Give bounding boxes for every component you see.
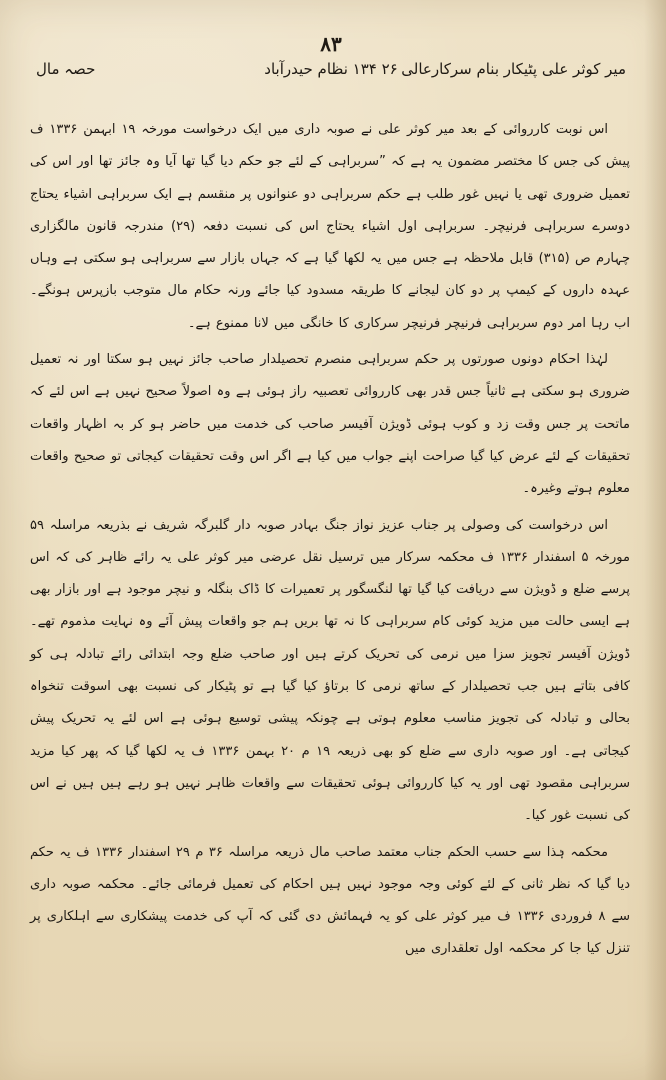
paragraph: اس نوبت کارروائی کے بعد میر کوثر علی نے صوبہ داری میں ایک درخواست مورخہ ۱۹ ابہمن ۱۳۳۶ ف پیش کی جس کا مختصر مضمون یہ ہے کہ ”سربراہی کے لئے جو حکم دیا گیا تھا آیا وہ جائز تھا اور اس کی تعمیل ضروری تھی یا نہیں غور طلب ہے حکم سربراہی دو عنوانوں پر منقسم ہے ایک سربراہی اشیاء یحتاج دوسرے سربراہی فرنیچر۔ سربراہی اول اشیاء یحتاج اس کی نسبت دفعہ (۲۹) مندرجہ قانون مالگزاری چہارم ص (۳۱۵) قابل ملاحظہ ہے جس میں یہ لکھا گیا ہے کہ جہاں بازار سے سربراہی ہو سکتی ہے وہاں عہدہ داروں کے کیمپ پر دو کان لیجانے کا طریقہ مسدود کیا جائے ورنہ حکام مال متوجب بازپرس ہونگے۔ اب رہا امر دوم سربراہی فرنیچر فرنیچر سرکاری کا خانگی میں لانا ممنوع ہے۔ xyxy=(30,122,630,331)
paragraph: لہٰذا احکام دونوں صورتوں پر حکم سربراہی منصرم تحصیلدار صاحب جائز نہیں ہو سکتا اور نہ تعمیل ضروری ہو سکتی ہے ثانیاً جس قدر بھی کارروائی تعصبیہ راز ہوئی ہے وہ اصولاً صحیح نہیں ہے اس لئے کہ ماتحت پر جس وقت زد و کوب ہوئی ڈویژن آفیسر صاحب کی خدمت میں حاضر ہو کر بہ اظہار واقعات تحقیقات کے لئے عرض کیا گیا صراحت اپنے جواب میں کیا ہے اگر اس وقت تحقیقات کیجاتی تو صحیح واقعات معلوم ہوتے وغیرہ۔ xyxy=(30,352,630,497)
paragraph: اس درخواست کی وصولی پر جناب عزیز نواز جنگ بہادر صوبہ دار گلبرگہ شریف نے بذریعہ مراسلہ ۵۹ مورخہ ۵ اسفندار ۱۳۳۶ ف محکمہ سرکار میں ترسیل نقل عرضی میر کوثر علی یہ رائے ظاہر کی کہ اس پرسے ضلع و ڈویژن سے دریافت کیا گیا تھا لنگسگور پر تعمیرات کا ڈاک بنگلہ و نیچر موجود ہے اور بازار بھی ہے ایسی حالت میں مزید کوئی کام سربراہی کا نہ تھا بریں ہم جو واقعات پیش آئے وہ نہایت مذموم تھے۔ ڈویژن آفیسر تجویز سزا میں نرمی کی تحریک کرتے ہیں اور صاحب ضلع وجہ ابتدائی رائے تبادلہ ہی کو کافی بتاتے ہیں جب تحصیلدار کے ساتھ نرمی کا برتاؤ کیا گیا ہے تو پٹیکار کی نسبت بھی اسوقت تنخواہ بحالی و تبادلہ کی تجویز مناسب معلوم ہوتی ہے چونکہ پیشی توسیع ہوئی ہے اس لئے یہ تحریک پیش کیجاتی ہے۔ اور صوبہ داری سے ضلع کو بھی ذریعہ ۱۹ م ۲۰ بہمن ۱۳۳۶ ف یہ لکھا گیا کہ پھر کیا مزید سربراہی مقصود تھی اور یہ کیا کارروائی ہوئی تحقیقات سے واقعات ظاہر نہیں ہو رہے ہیں ہیں نے اس کی نسبت غور کیا۔ xyxy=(30,517,630,824)
case-title: میر کوثر علی پٹیکار بنام سرکارعالی xyxy=(401,60,626,78)
paragraph: محکمہ ہٰذا سے حسب الحکم جناب معتمد صاحب مال ذریعہ مراسلہ ۳۶ م ۲۹ اسفندار ۱۳۳۶ ف یہ حکم دیا گیا کہ نظر ثانی کے لئے کوئی وجہ موجود نہیں ہیں احکام کی تعمیل فرمائی جائے۔ محکمہ صوبہ داری سے ۸ فروردی ۱۳۳۶ ف میر کوثر علی کو یہ فہمائش دی گئی کہ آپ کی خدمت پیشکاری سے اہلکاری پر تنزل کیا جا کر محکمہ اول تعلقداری میں xyxy=(30,844,631,957)
binding-shadow xyxy=(644,0,666,1080)
page-number: ۸۳ xyxy=(320,32,342,56)
section-label: حصہ مال xyxy=(36,60,96,78)
case-reference: ۲۶ ۱۳۴ نظام حیدرآباد xyxy=(264,60,398,78)
body-text xyxy=(30,114,630,1052)
page-header xyxy=(36,32,626,100)
